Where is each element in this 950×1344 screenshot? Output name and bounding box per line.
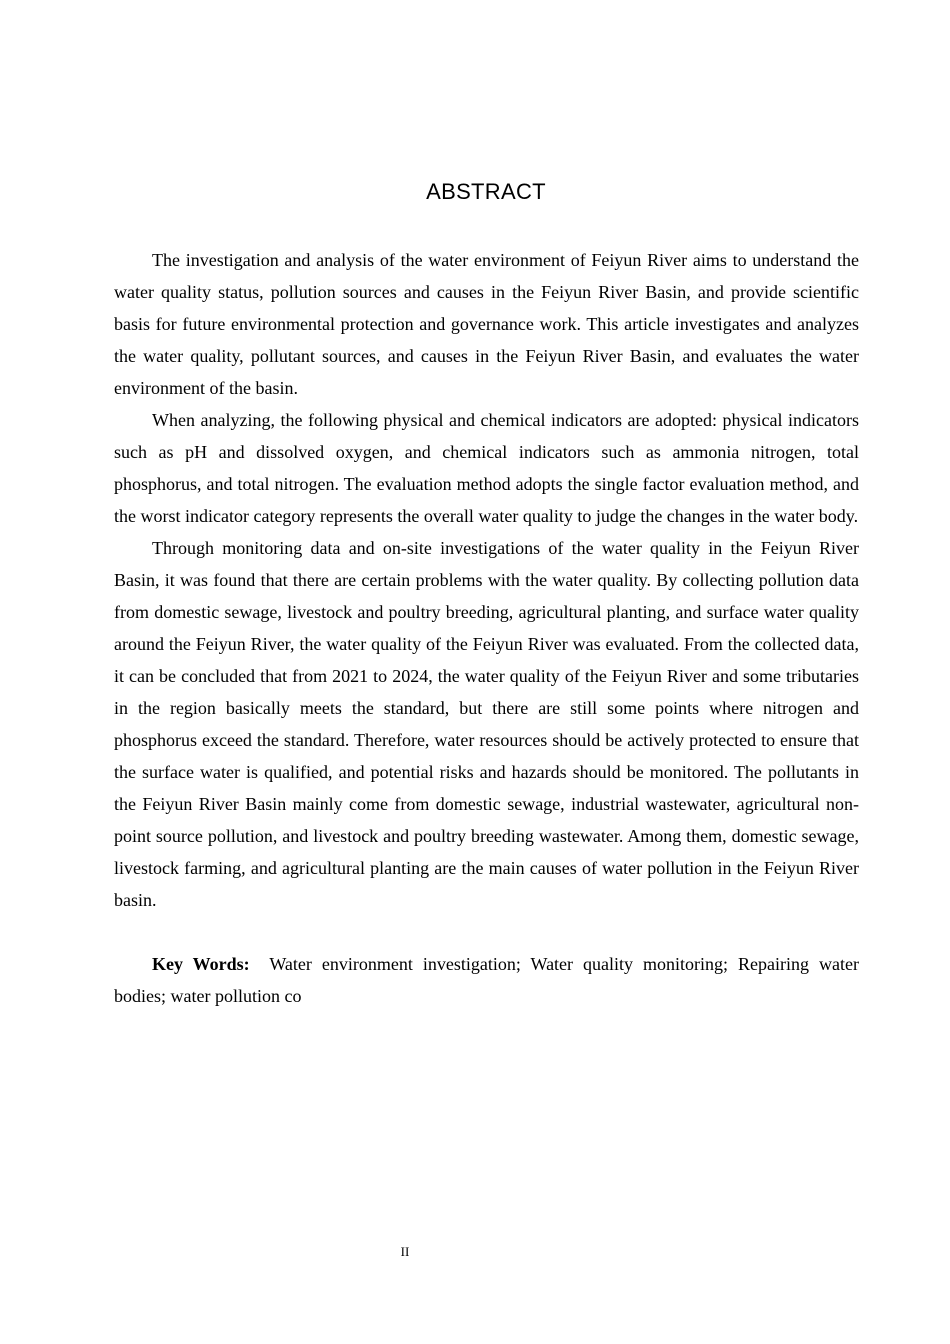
page-number: II [400, 1244, 410, 1259]
keywords-text: Water environment investigation; Water quality monitoring; Repairing water bodies; water pollution co [114, 954, 859, 1006]
keywords-label: Key Words: [152, 954, 250, 974]
abstract-paragraph-2: When analyzing, the following physical and chemical indicators are adopted: physical indicators such as pH and dissolved oxygen, and chemical indicators such as ammonia nitrogen, total phosphorus, and total nitrogen. The evaluation method adopts the single factor evaluation method, and the worst indicator category represents the overall water quality to judge the changes in the water body. [114, 410, 859, 526]
abstract-paragraph-1: The investigation and analysis of the water environment of Feiyun River aims to understand the water quality status, pollution sources and causes in the Feiyun River Basin, and provide scientific basis for future environmental protection and governance work. This article investigates and analyzes the water quality, pollutant sources, and causes in the Feiyun River Basin, and evaluates the water environment of the basin. [114, 250, 859, 398]
abstract-title: ABSTRACT [426, 179, 546, 204]
abstract-body [114, 244, 859, 1012]
keywords [114, 948, 859, 1012]
abstract-paragraph-3: Through monitoring data and on-site investigations of the water quality in the Feiyun River Basin, it was found that there are certain problems with the water quality. By collecting pollution data from domestic sewage, livestock and poultry breeding, agricultural planting, and surface water quality around the Feiyun River, the water quality of the Feiyun River was evaluated. From the collected data, it can be concluded that from 2021 to 2024, the water quality of the Feiyun River and some tributaries in the region basically meets the standard, but there are still some points where nitrogen and phosphorus exceed the standard. Therefore, water resources should be actively protected to ensure that the surface water is qualified, and potential risks and hazards should be monitored. The pollutants in the Feiyun River Basin mainly come from domestic sewage, industrial wastewater, agricultural non-point source pollution, and livestock and poultry breeding wastewater. Among them, domestic sewage, livestock farming, and agricultural planting are the main causes of water pollution in the Feiyun River basin. [114, 538, 859, 910]
